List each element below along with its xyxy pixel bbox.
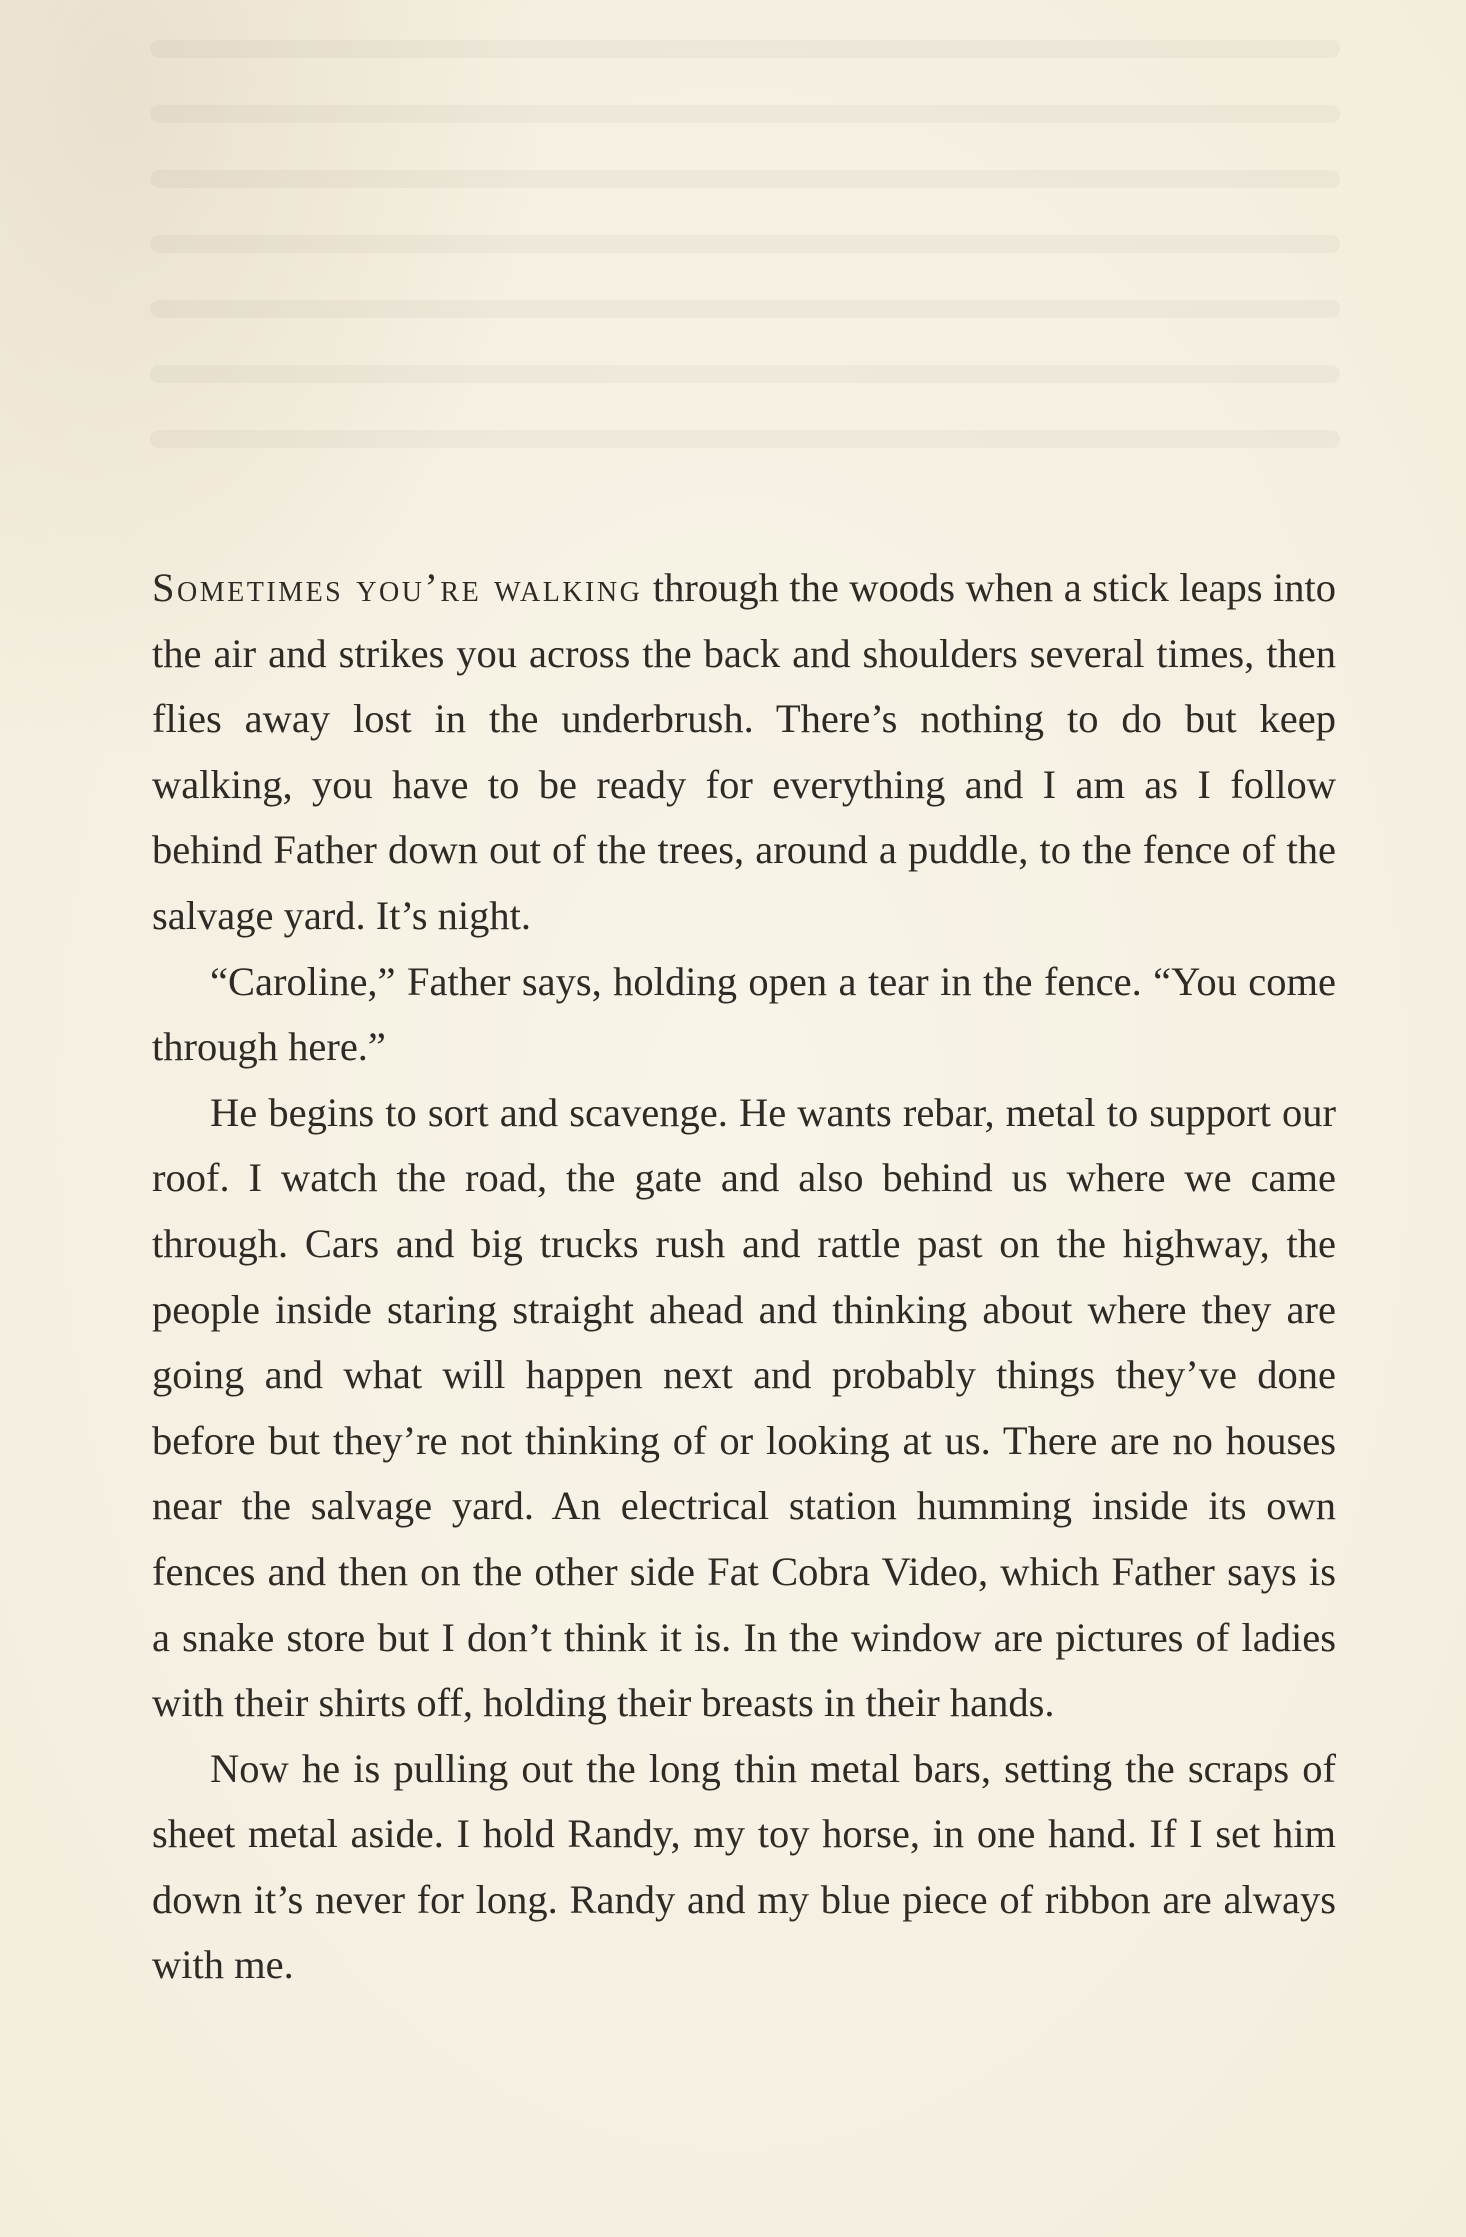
- opening-paragraph-text: through the woods when a stick leaps into the air and strikes you across the back and shoulders several times, then flies away lost in the underbrush. There’s nothing to do but keep walking, you have to be ready for everything and I am as I follow behind Father down out of the trees, around a puddle, to the fence of the salvage yard. It’s night.: [152, 565, 1337, 938]
- paragraph-caroline: “Caroline,” Father says, holding open a tear in the fence. “You come through here.”: [152, 958, 1336, 1070]
- paragraph-metal-bars: Now he is pulling out the long thin metal bars, setting the scraps of sheet metal aside. I hold Randy, my toy horse, in one hand. If I set him down it’s never for long. Randy and my blue piece of ribbon are always with me.: [152, 1745, 1336, 1988]
- opening-paragraph: [152, 555, 1336, 949]
- show-through-text: [150, 40, 1340, 480]
- body-text: [152, 555, 1336, 1998]
- paragraph-scavenge: He begins to sort and scavenge. He wants rebar, metal to support our roof. I watch the road, the gate and also behind us where we came through. Cars and big trucks rush and rattle past on the highway, the people inside staring straight ahead and thinking about where they are going and what will happen next and probably things they’ve done before but they’re not thinking of or looking at us. There are no houses near the salvage yard. An electrical station humming inside its own fences and then on the other side Fat Cobra Video, which Father says is a snake store but I don’t think it is. In the window are pictures of ladies with their shirts off, holding their breasts in their hands.: [152, 1089, 1336, 1726]
- opening-small-caps: Sometimes you’re walking: [152, 565, 643, 610]
